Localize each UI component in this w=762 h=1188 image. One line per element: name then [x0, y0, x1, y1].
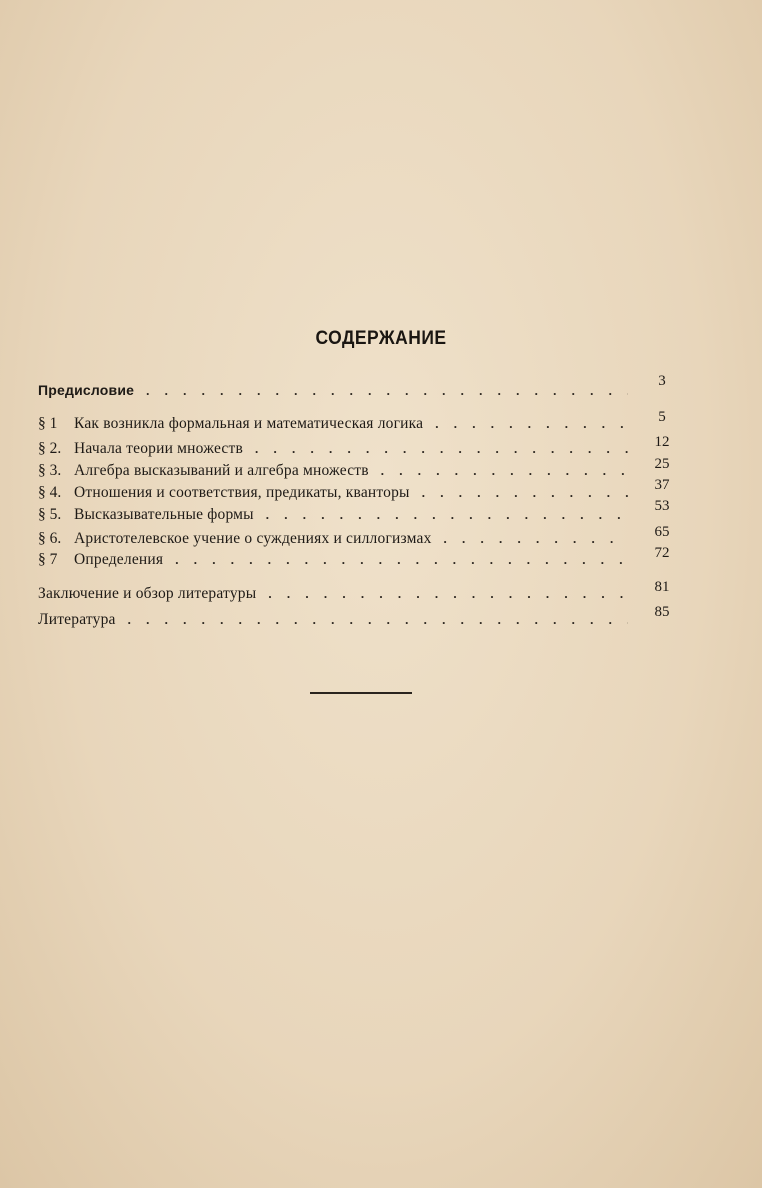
toc-page-number: 65 — [654, 524, 670, 540]
dot-leader — [266, 506, 628, 524]
toc-entry-conclusion — [38, 585, 628, 603]
dot-leader — [175, 551, 628, 569]
toc-page-number: 25 — [654, 456, 670, 472]
dot-leader — [422, 484, 628, 502]
toc-entry-literature — [38, 611, 628, 629]
toc-page-number: 5 — [658, 409, 666, 425]
toc-entry-text: Как возникла формальная и математическая логика — [74, 415, 424, 432]
toc-entry-section-1 — [38, 415, 628, 433]
toc-page-number: 53 — [654, 498, 670, 514]
toc-entry-section-3 — [38, 462, 628, 480]
toc-page-number: 85 — [654, 604, 670, 620]
toc-entry-text: Определения — [74, 551, 164, 568]
dot-leader — [146, 382, 628, 400]
toc-section-number: § 2. — [38, 440, 62, 457]
toc-entry-text: Аристотелевское учение о суждениях и силлогизмах — [74, 530, 432, 547]
toc-page-number: 12 — [654, 434, 670, 450]
toc-entry-text: Заключение и обзор литературы — [38, 585, 257, 602]
closing-rule — [310, 692, 412, 694]
toc-page-number: 3 — [658, 373, 666, 389]
toc-entry-text: Высказывательные формы — [74, 506, 254, 523]
dot-leader — [128, 611, 628, 629]
toc-section-number: § 5. — [38, 506, 62, 523]
dot-leader — [381, 462, 628, 480]
toc-entry-text: Алгебра высказываний и алгебра множеств — [74, 462, 369, 479]
dot-leader — [255, 440, 628, 458]
dot-leader — [435, 415, 628, 433]
page-title: СОДЕРЖАНИЕ — [315, 328, 447, 349]
toc-section-number: § 7 — [38, 551, 58, 568]
toc-section-number: § 1 — [38, 415, 58, 432]
toc-entry-text: Предисловие — [38, 382, 135, 398]
toc-page-number: 37 — [654, 477, 670, 493]
dot-leader — [444, 530, 628, 548]
toc-entry-text: Начала теории множеств — [74, 440, 243, 457]
toc-entry-section-5 — [38, 506, 628, 524]
toc-section-number: § 4. — [38, 484, 62, 501]
toc-entry-text: Отношения и соответствия, предикаты, кванторы — [74, 484, 410, 501]
toc-entry-text: Литература — [38, 611, 116, 628]
toc-entry-section-4 — [38, 484, 628, 502]
dot-leader — [268, 585, 628, 603]
toc-entry-preface — [38, 381, 628, 400]
toc-page-number: 72 — [654, 545, 670, 561]
toc-page-number: 81 — [654, 579, 670, 595]
toc-section-number: § 3. — [38, 462, 62, 479]
toc-entry-section-7 — [38, 551, 628, 569]
toc-section-number: § 6. — [38, 530, 62, 547]
toc-entry-section-2 — [38, 440, 628, 458]
toc-entry-section-6 — [38, 530, 628, 548]
